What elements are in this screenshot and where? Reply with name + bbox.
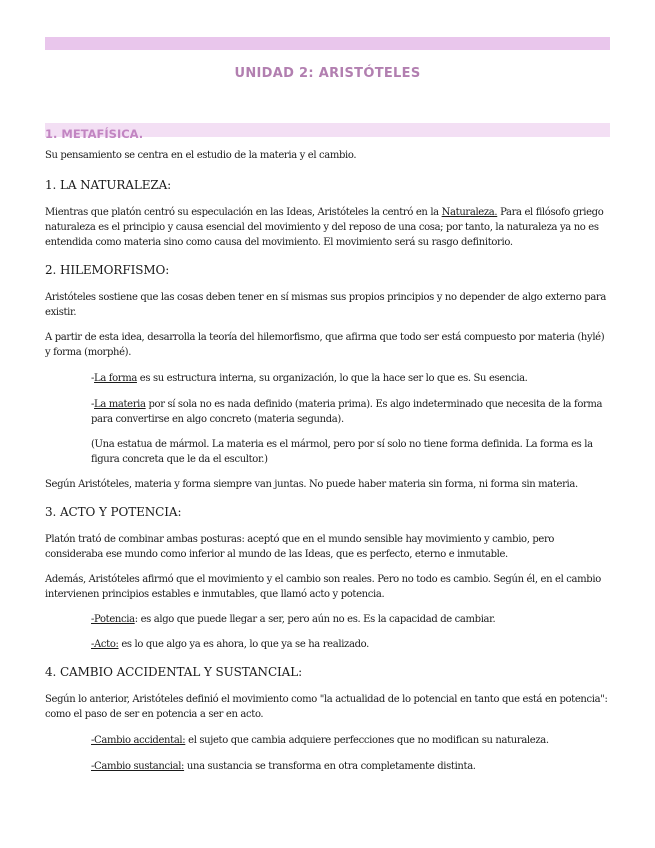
acto-paragraph-2: Además, Aristóteles afirmó que el movimiento y el cambio son reales. Pero no todo es cambio. Según él, en el cambio intervienen principios estables e inmutables, que llamó acto y potencia. [45, 574, 601, 600]
document-body [45, 148, 611, 774]
hilemorfismo-conclusion: Según Aristóteles, materia y forma siempre van juntas. No puede haber materia sin forma, ni forma sin materia. [45, 479, 578, 490]
example-paragraph: (Una estatua de mármol. La materia es el mármol, pero por sí solo no tiene forma definida. La forma es la figura concreta que le da el escultor.) [91, 439, 593, 465]
materia-term: La materia [94, 399, 146, 410]
naturaleza-paragraph: Mientras que platón centró su especulación en las Ideas, Aristóteles la centró en la Naturaleza. Para el filósofo griego naturaleza es el principio y causa esencial del movimiento y del reposo de una cosa; por tanto, la naturaleza ya no es entendida como materia sino como causa del movimiento. El movimiento será su rasgo definitorio. [45, 207, 604, 248]
forma-definition: -La forma es su estructura interna, su organización, lo que la hace ser lo que es. Su esencia. [91, 373, 528, 384]
section-heading-bar [45, 123, 610, 141]
intro-paragraph: Su pensamiento se centra en el estudio de la materia y el cambio. [45, 150, 357, 161]
subheading-naturaleza: 1. LA NATURALEZA: [45, 178, 172, 192]
hilemorfismo-paragraph-2: A partir de esta idea, desarrolla la teoría del hilemorfismo, que afirma que todo ser está compuesto por materia (hylé) y forma (morphé). [45, 332, 605, 358]
potencia-term: -Potencia [91, 614, 135, 625]
cambio-accidental-definition: -Cambio accidental: el sujeto que cambia adquiere perfecciones que no modifican su naturaleza. [91, 735, 549, 746]
materia-definition: -La materia por sí sola no es nada definido (materia prima). Es algo indeterminado que necesita de la forma para convertirse en algo concreto (materia segunda). [91, 399, 603, 425]
hilemorfismo-paragraph-1: Aristóteles sostiene que las cosas deben tener en sí mismas sus propios principios y no depender de algo externo para existir. [45, 292, 606, 318]
cambio-sustancial-term: -Cambio sustancial: [91, 761, 185, 772]
cambio-paragraph: Según lo anterior, Aristóteles definió el movimiento como "la actualidad de lo potencial en tanto que está en potencia": como el paso de ser en potencia a ser en acto. [45, 694, 608, 720]
subheading-hilemorfismo: 2. HILEMORFISMO: [45, 263, 170, 277]
page-title: UNIDAD 2: ARISTÓTELES [234, 66, 421, 81]
acto-paragraph-1: Platón trató de combinar ambas posturas: aceptó que en el mundo sensible hay movimiento y cambio, pero consideraba ese mundo como inferior al mundo de las Ideas, que es perfecto, eterno e inmutable. [45, 534, 555, 560]
subheading-cambio: 4. CAMBIO ACCIDENTAL Y SUSTANCIAL: [45, 665, 303, 679]
forma-term: La forma [94, 373, 137, 384]
section-heading: 1. METAFÍSICA. [45, 127, 144, 141]
acto-term: -Acto: [91, 639, 119, 650]
potencia-definition: -Potencia: es algo que puede llegar a ser, pero aún no es. Es la capacidad de cambiar. [91, 614, 496, 625]
cambio-accidental-term: -Cambio accidental: [91, 735, 186, 746]
subheading-acto-potencia: 3. ACTO Y POTENCIA: [45, 505, 182, 519]
acto-definition: -Acto: es lo que algo ya es ahora, lo que ya se ha realizado. [91, 639, 369, 650]
header-decoration-bar [45, 37, 610, 50]
cambio-sustancial-definition: -Cambio sustancial: una sustancia se transforma en otra completamente distinta. [91, 761, 476, 772]
naturaleza-term: Naturaleza. [441, 207, 498, 218]
